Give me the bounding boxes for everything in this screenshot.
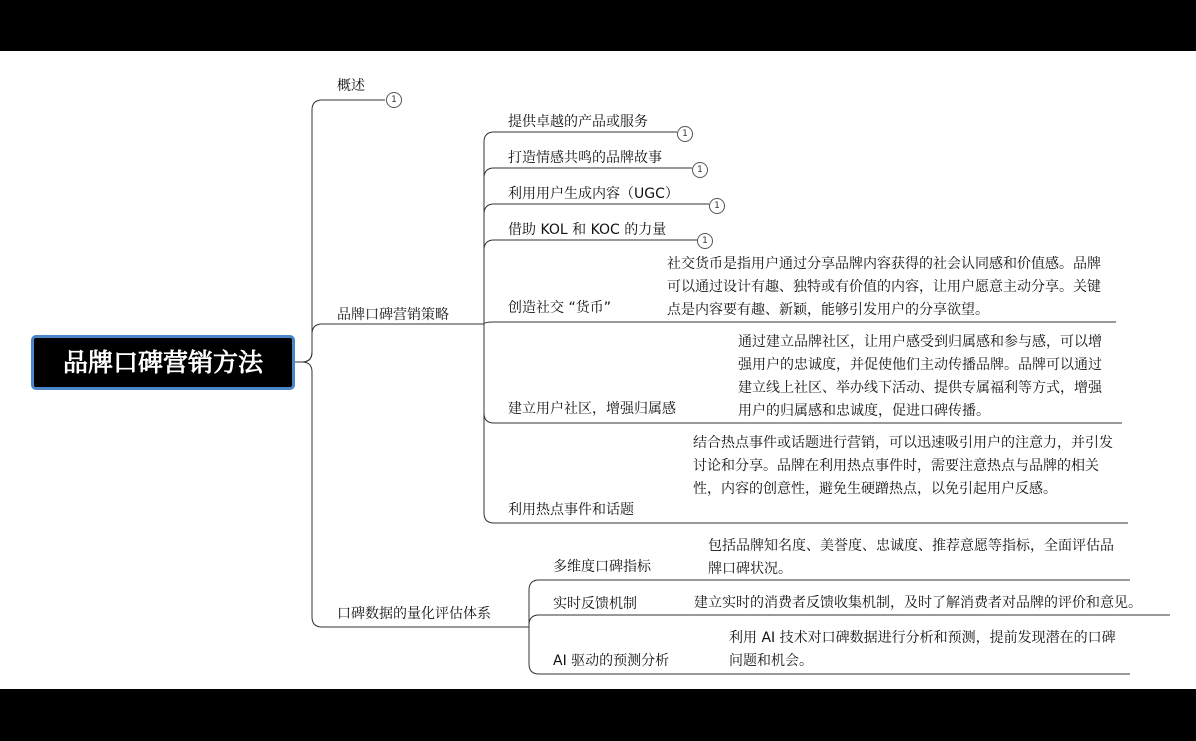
topic-quality-product[interactable]: 提供卓越的产品或服务 bbox=[508, 114, 648, 130]
collapse-badge[interactable]: 1 bbox=[709, 198, 725, 214]
collapse-badge[interactable]: 1 bbox=[386, 92, 402, 108]
topic-multi-dimension-metrics-desc[interactable]: 包括品牌知名度、美誉度、忠诚度、推荐意愿等指标，全面评估品牌口碑状况。 bbox=[708, 538, 1114, 577]
topic-hot-events-desc[interactable]: 结合热点事件或话题进行营销，可以迅速吸引用户的注意力，并引发讨论和分享。品牌在利用热点事件时，需要注意热点与品牌的相关性，内容的创意性，避免生硬蹭热点，以免引起用户反感。 bbox=[693, 435, 1113, 497]
topic-kol-koc[interactable]: 借助 KOL 和 KOC 的力量 bbox=[508, 222, 667, 238]
topic-realtime-feedback[interactable]: 实时反馈机制 bbox=[553, 596, 637, 612]
branch-overview[interactable]: 概述 bbox=[337, 78, 365, 94]
topic-multi-dimension-metrics[interactable]: 多维度口碑指标 bbox=[553, 559, 651, 575]
root-topic[interactable]: 品牌口碑营销方法 bbox=[31, 335, 295, 390]
collapse-badge[interactable]: 1 bbox=[677, 126, 693, 142]
topic-ai-prediction-desc[interactable]: 利用 AI 技术对口碑数据进行分析和预测，提前发现潜在的口碑问题和机会。 bbox=[729, 630, 1116, 669]
collapse-badge[interactable]: 1 bbox=[692, 162, 708, 178]
topic-hot-events[interactable]: 利用热点事件和话题 bbox=[508, 502, 634, 518]
branch-metrics[interactable]: 口碑数据的量化评估体系 bbox=[337, 606, 491, 622]
topic-ai-prediction[interactable]: AI 驱动的预测分析 bbox=[553, 653, 670, 669]
topic-social-currency-desc[interactable]: 社交货币是指用户通过分享品牌内容获得的社会认同感和价值感。品牌可以通过设计有趣、独特或有价值的内容，让用户愿意主动分享。关键点是内容要有趣、新颖，能够引发用户的分享欲望。 bbox=[667, 256, 1101, 318]
topic-ugc[interactable]: 利用用户生成内容（UGC） bbox=[508, 186, 679, 202]
topic-user-community[interactable]: 建立用户社区，增强归属感 bbox=[508, 401, 676, 417]
branch-strategy[interactable]: 品牌口碑营销策略 bbox=[337, 307, 449, 323]
topic-realtime-feedback-desc[interactable]: 建立实时的消费者反馈收集机制，及时了解消费者对品牌的评价和意见。 bbox=[694, 595, 1142, 611]
topic-social-currency[interactable]: 创造社交 “货币” bbox=[508, 300, 611, 316]
topic-user-community-desc[interactable]: 通过建立品牌社区，让用户感受到归属感和参与感，可以增强用户的忠诚度，并促使他们主动传播品牌。品牌可以通过建立线上社区、举办线下活动、提供专属福利等方式，增强用户的归属感和忠诚度，促进口碑传播。 bbox=[738, 334, 1102, 419]
topic-brand-story[interactable]: 打造情感共鸣的品牌故事 bbox=[508, 150, 662, 166]
collapse-badge[interactable]: 1 bbox=[697, 233, 713, 249]
